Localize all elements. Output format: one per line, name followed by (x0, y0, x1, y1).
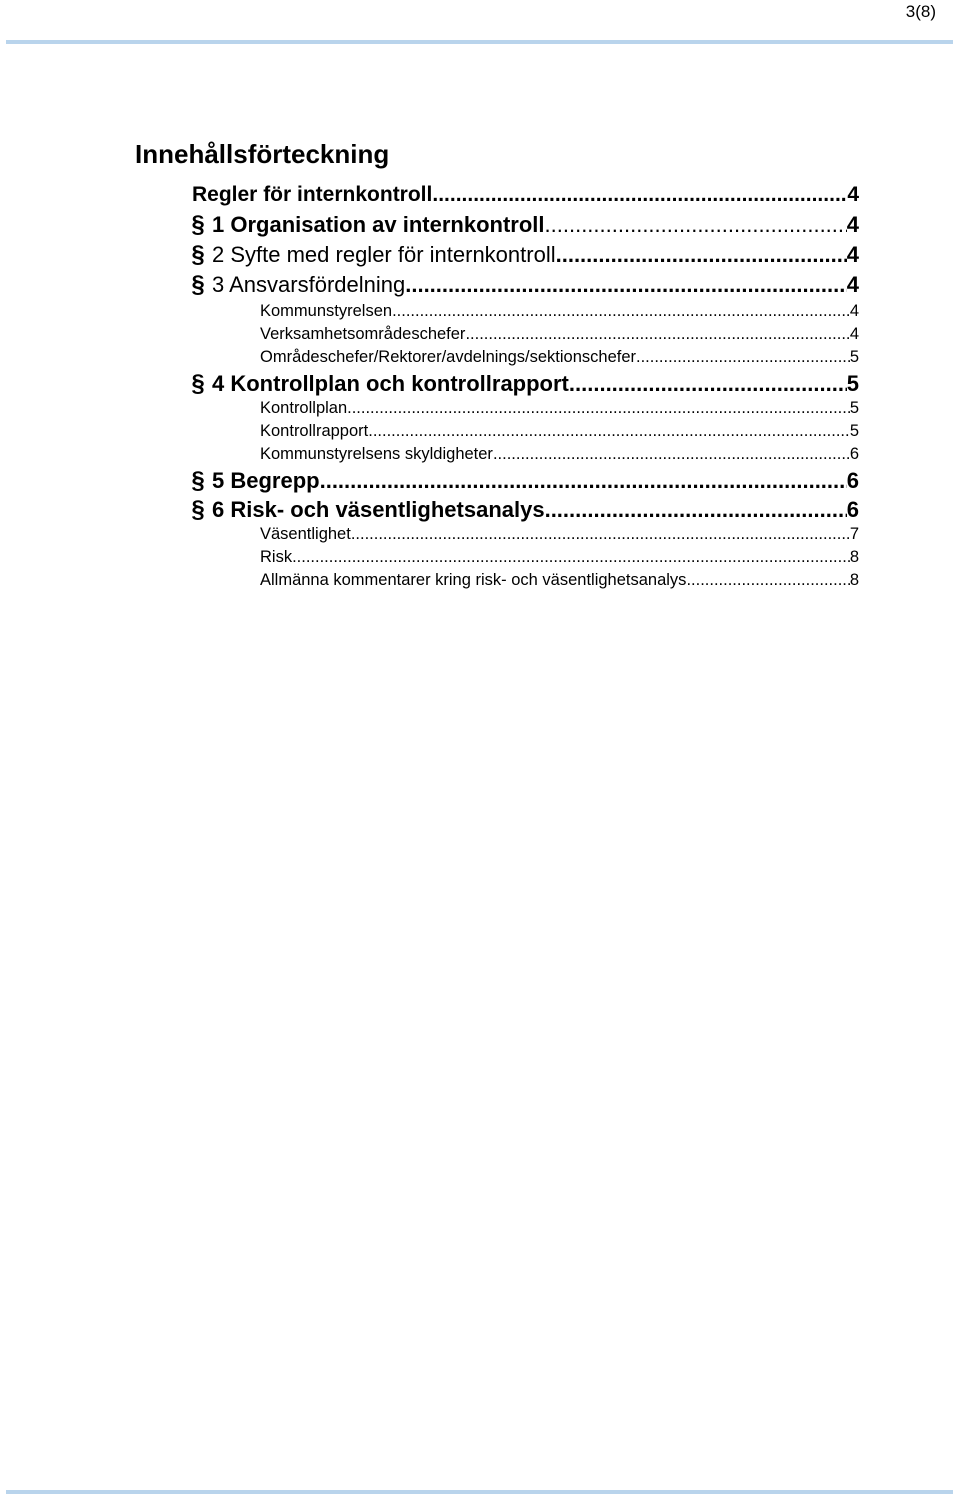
toc-entry-page: 5 (846, 371, 859, 396)
toc-leader-dots (556, 240, 847, 270)
toc-leader-dots (545, 495, 847, 525)
toc-entry[interactable] (260, 568, 859, 592)
toc-entry-page: 4 (846, 242, 859, 267)
toc-entry[interactable] (260, 396, 859, 420)
toc-leader-dots (292, 545, 850, 569)
toc-entry[interactable] (192, 180, 859, 210)
toc-leader-dots (347, 396, 850, 420)
toc-entry-label: Kontrollrapport (260, 422, 369, 440)
toc-entry-label: 2 Syfte med regler för internkontroll (212, 242, 556, 267)
section-sign-icon: § (191, 467, 205, 494)
toc-entry[interactable] (260, 442, 859, 466)
toc-entry-page: 4 (846, 212, 859, 237)
toc-leader-dots (493, 442, 850, 466)
toc-entry-page: 5 (849, 422, 859, 440)
toc-entry-label: 5 Begrepp (212, 468, 320, 493)
toc-leader-dots (320, 466, 847, 496)
toc-leader-dots (569, 369, 847, 399)
section-sign-icon: § (191, 211, 205, 238)
toc-entry-page: 7 (849, 525, 859, 543)
toc-leader-dots (465, 322, 849, 346)
section-sign-icon: § (191, 370, 205, 397)
toc-leader-dots (405, 270, 847, 300)
toc-entry-label: Väsentlighet (260, 525, 351, 543)
toc-entry-label: Verksamhetsområdeschefer (260, 325, 466, 343)
toc-entry-label: Kommunstyrelsens skyldigheter (260, 445, 493, 463)
section-sign-icon: § (191, 271, 205, 298)
toc-heading: Innehållsförteckning (135, 139, 390, 169)
toc-entry-label: 6 Risk- och väsentlighetsanalys (212, 497, 545, 522)
footer-rule (6, 1490, 953, 1494)
toc-leader-dots (392, 299, 850, 323)
toc-entry[interactable] (192, 495, 859, 525)
toc-entry-page: 6 (846, 468, 859, 493)
section-sign-icon: § (191, 496, 205, 523)
toc-entry[interactable] (260, 545, 859, 569)
toc-leader-dots (545, 210, 847, 240)
toc-leader-dots (351, 522, 850, 546)
toc-entry-label: 1 Organisation av internkontroll (212, 212, 545, 237)
toc-leader-dots (686, 568, 849, 592)
toc-entry-page: 4 (846, 272, 859, 297)
toc-entry[interactable] (260, 419, 859, 443)
toc-entry-page: 5 (849, 399, 859, 417)
toc-entry[interactable] (260, 299, 859, 323)
toc-entry-page: 6 (846, 497, 859, 522)
toc-entry-label: Områdeschefer/Rektorer/avdelnings/sektionschefer (260, 348, 637, 366)
toc-entry-label: 3 Ansvarsfördelning (212, 272, 406, 297)
toc-entry-label: 4 Kontrollplan och kontrollrapport (212, 371, 569, 396)
toc-entry[interactable] (260, 322, 859, 346)
page-number: 3(8) (905, 2, 936, 21)
toc-entry[interactable] (260, 522, 859, 546)
toc-entry-page: 5 (849, 348, 859, 366)
toc-entry-page: 6 (849, 445, 859, 463)
toc-leader-dots (432, 180, 847, 210)
toc-entry[interactable] (260, 345, 859, 369)
toc-entry[interactable] (192, 270, 859, 300)
section-sign-icon: § (191, 241, 205, 268)
toc-entry-label: Regler för internkontroll (192, 183, 433, 206)
header-rule (6, 40, 953, 44)
toc-entry-label: Allmänna kommentarer kring risk- och väsentlighetsanalys (260, 571, 687, 589)
toc-leader-dots (368, 419, 850, 443)
toc-entry-page: 4 (847, 183, 859, 206)
toc-entry-label: Kommunstyrelsen (260, 302, 393, 320)
toc-entry-page: 4 (849, 325, 859, 343)
toc-entry[interactable] (192, 369, 859, 399)
toc-entry-page: 4 (849, 302, 859, 320)
toc-leader-dots (636, 345, 850, 369)
toc-entry[interactable] (192, 240, 859, 270)
toc-entry-page: 8 (849, 571, 859, 589)
toc-entry-label: Risk (260, 548, 293, 566)
toc-entry-page: 8 (849, 548, 859, 566)
toc-entry-label: Kontrollplan (260, 399, 348, 417)
toc-entry[interactable] (192, 466, 859, 496)
toc-entry[interactable] (192, 210, 859, 240)
